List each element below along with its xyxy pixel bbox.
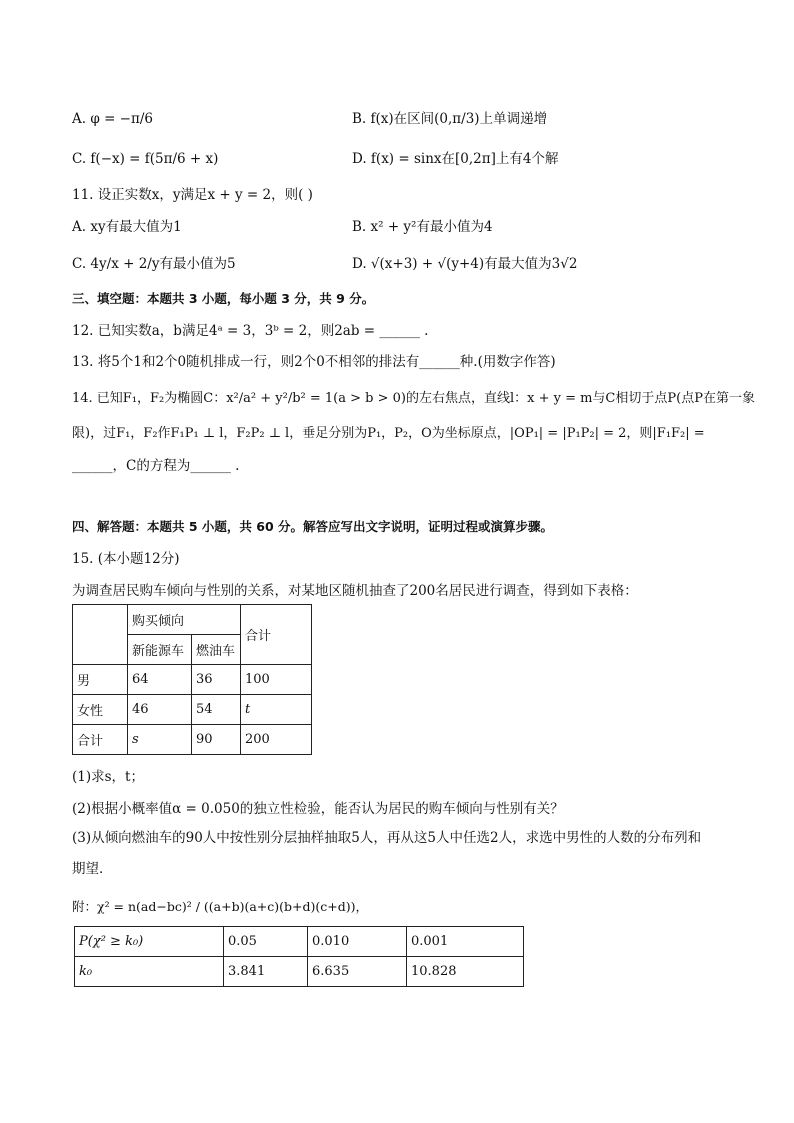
survey-table	[72, 604, 312, 755]
section3-heading: 三、填空题：本题共 3 小题，每小题 3 分，共 9 分。	[72, 291, 375, 306]
q15-appendix-formula: 附：χ² = n(ad−bc)² / ((a+b)(a+c)(b+d)(c+d))，	[72, 899, 368, 914]
table-subheader-new-energy: 新能源车	[128, 635, 192, 665]
table-row	[73, 725, 312, 755]
q10-option-b: B. f(x)在区间(0,π/3)上单调递增	[352, 111, 548, 127]
q11-option-c: C. 4y/x + 2/y有最小值为5	[72, 256, 236, 272]
table-cell: 0.010	[308, 927, 407, 957]
table-cell: 0.001	[407, 927, 524, 957]
q15-part1: (1)求s，t；	[72, 769, 144, 785]
table-corner-cell	[73, 605, 128, 665]
table-cell: 54	[192, 695, 241, 725]
table-cell: 合计	[73, 725, 128, 755]
q14-line2: 限)，过F₁，F₂作F₁P₁ ⊥ l，F₂P₂ ⊥ l，垂足分别为P₁，P₂，O为坐标原点，|OP₁| = |P₁P₂| = 2，则|F₁F₂| =	[72, 426, 705, 441]
section4-heading: 四、解答题：本题共 5 小题，共 60 分。解答应写出文字说明，证明过程或演算步骤。	[72, 519, 554, 534]
table-cell: 男	[73, 665, 128, 695]
q15-intro: 为调查居民购车倾向与性别的关系，对某地区随机抽查了200名居民进行调查，得到如下表格：	[72, 583, 638, 599]
q13-text: 13. 将5个1和2个0随机排成一行，则2个0不相邻的排法有______种.(用数字作答)	[72, 354, 556, 370]
table-cell: 64	[128, 665, 192, 695]
table-header-group: 购买倾向	[128, 605, 241, 635]
table-cell: 90	[192, 725, 241, 755]
table-row	[73, 695, 312, 725]
critical-value-table	[74, 926, 524, 987]
q15-title: 15. (本小题12分)	[72, 551, 180, 567]
table-cell: 200	[241, 725, 312, 755]
q11-stem: 11. 设正实数x，y满足x + y = 2，则( )	[72, 187, 313, 203]
q10-option-c: C. f(−x) = f(5π/6 + x)	[72, 151, 219, 167]
table-cell: 6.635	[308, 957, 407, 987]
q10-option-d: D. f(x) = sinx在[0,2π]上有4个解	[352, 151, 559, 167]
table-cell: 女性	[73, 695, 128, 725]
table-header-total: 合计	[241, 605, 312, 665]
q14-line1: 14. 已知F₁，F₂为椭圆C：x²/a² + y²/b² = 1(a > b > 0)的左右焦点，直线l：x + y = m与C相切于点P(点P在第一象	[72, 391, 755, 406]
table-cell: s	[128, 725, 192, 755]
q15-part2: (2)根据小概率值α = 0.050的独立性检验，能否认为居民的购车倾向与性别有关？	[72, 801, 564, 817]
table-cell: t	[241, 695, 312, 725]
table-cell: 46	[128, 695, 192, 725]
table-cell: 10.828	[407, 957, 524, 987]
table-cell: P(χ² ≥ k₀)	[75, 927, 224, 957]
table-row	[75, 927, 524, 957]
table-cell: 36	[192, 665, 241, 695]
q15-part3-line1: (3)从倾向燃油车的90人中按性别分层抽样抽取5人，再从这5人中任选2人，求选中男性的人数的分布列和	[72, 830, 702, 846]
q12-text: 12. 已知实数a，b满足4ᵃ = 3，3ᵇ = 2，则2ab = ______ .	[72, 323, 429, 339]
q11-option-d: D. √(x+3) + √(y+4)有最大值为3√2	[352, 256, 578, 272]
q11-option-b: B. x² + y²有最小值为4	[352, 219, 493, 235]
table-row	[73, 665, 312, 695]
table-subheader-fuel: 燃油车	[192, 635, 241, 665]
q10-option-a: A. φ = −π/6	[72, 111, 153, 127]
table-cell: 100	[241, 665, 312, 695]
q14-line3: ______，C的方程为______ .	[72, 458, 240, 474]
q11-option-a: A. xy有最大值为1	[72, 219, 182, 235]
table-cell: 3.841	[224, 957, 308, 987]
q15-part3-line2: 期望．	[72, 861, 113, 877]
table-row	[75, 957, 524, 987]
table-cell: k₀	[75, 957, 224, 987]
table-cell: 0.05	[224, 927, 308, 957]
